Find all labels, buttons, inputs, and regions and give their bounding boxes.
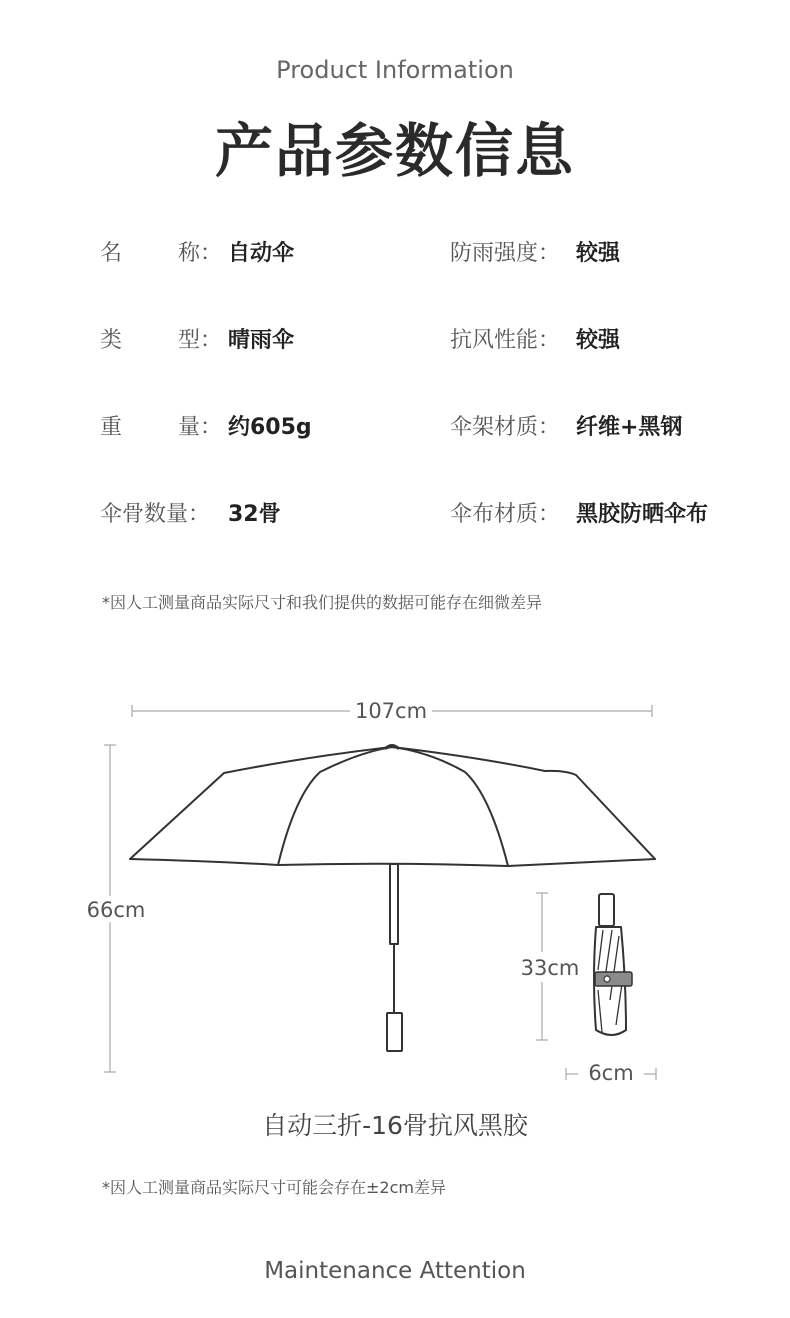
spec-rain-label: 防雨强度：: [450, 241, 561, 266]
spec-type-label: 类 型 ：: [100, 328, 223, 353]
width-label: 107cm: [354, 699, 428, 723]
folded-width-dimension: [566, 1061, 656, 1085]
measurement-note-top: *因人工测量商品实际尺寸和我们提供的数据可能存在细微差异: [102, 593, 543, 612]
open-umbrella-drawing: [130, 746, 655, 1052]
section-title: 产品参数信息: [214, 117, 575, 185]
folded-height-dimension: [521, 893, 580, 1040]
model-caption: 自动三折-16骨抗风黑胶: [262, 1111, 528, 1140]
height-dimension: [87, 745, 146, 1072]
folded-umbrella-drawing: [594, 894, 632, 1035]
spec-weight-value: 约605g: [228, 415, 312, 440]
spec-fabric-label: 伞布材质：: [450, 502, 561, 527]
spec-name-label: 名 称 ：: [100, 241, 223, 266]
folded-height-label: 33cm: [520, 956, 580, 980]
spec-type-value: 晴雨伞: [228, 328, 295, 353]
spec-wind-label: 抗风性能：: [450, 328, 561, 353]
spec-rain-value: 较强: [576, 241, 621, 266]
width-dimension: [132, 699, 652, 723]
spec-wind-value: 较强: [576, 328, 621, 353]
umbrella-dimension-diagram: [0, 640, 790, 1100]
section-subtitle-en: Product Information: [276, 56, 514, 84]
spec-frame-label: 伞架材质：: [450, 415, 561, 440]
maintenance-heading: Maintenance Attention: [264, 1258, 526, 1284]
spec-ribs-label: 伞骨数量：: [100, 502, 211, 527]
folded-width-label: 6cm: [588, 1061, 634, 1085]
spec-name-value: 自动伞: [228, 241, 295, 266]
spec-frame-value: 纤维+黑钢: [576, 415, 683, 440]
spec-weight-label: 重 量 ：: [100, 415, 223, 440]
height-label: 66cm: [86, 898, 146, 922]
measurement-note-bottom: *因人工测量商品实际尺寸可能会存在±2cm差异: [102, 1178, 446, 1197]
spec-ribs-value: 32骨: [228, 502, 281, 527]
spec-fabric-value: 黑胶防晒伞布: [576, 502, 709, 527]
